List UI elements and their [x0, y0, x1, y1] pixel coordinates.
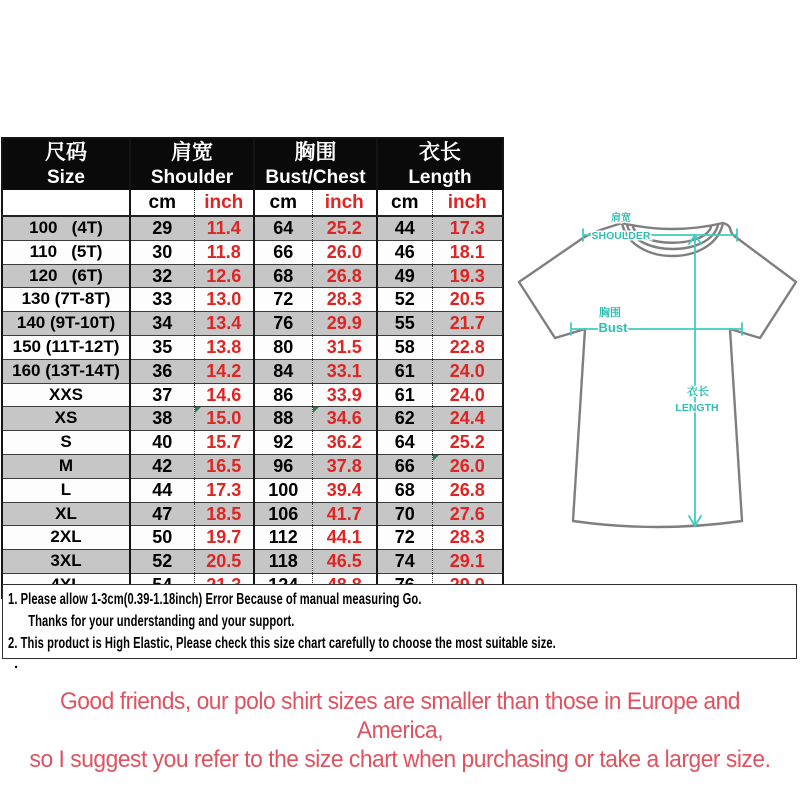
value-cm-cell: 72 — [377, 526, 432, 550]
value-inch-cell: 34.6 — [312, 407, 377, 431]
value-cm-cell: 36 — [130, 359, 194, 383]
value-cm-cell: 30 — [130, 240, 194, 264]
unit-inch-header: inch — [312, 190, 377, 216]
value-inch-cell: 20.5 — [194, 550, 254, 574]
value-cm-cell: 72 — [254, 288, 312, 312]
value-cm-cell: 112 — [254, 526, 312, 550]
value-cm-cell: 66 — [377, 454, 432, 478]
value-cm-cell: 44 — [130, 478, 194, 502]
value-cm-cell: 40 — [130, 431, 194, 455]
size-cell: S — [2, 431, 130, 455]
size-row — [2, 454, 503, 478]
value-cm-cell: 76 — [254, 312, 312, 336]
column-group-header — [2, 138, 130, 190]
value-inch-cell: 29.1 — [432, 550, 503, 574]
shoulder-label-zh: 肩宽 — [611, 213, 631, 224]
size-row — [2, 335, 503, 359]
size-row — [2, 407, 503, 431]
value-cm-cell: 50 — [130, 526, 194, 550]
value-inch-cell: 17.3 — [194, 478, 254, 502]
value-inch-cell: 13.4 — [194, 312, 254, 336]
header-en: Shoulder — [150, 167, 234, 188]
size-cell: XXS — [2, 383, 130, 407]
footer-warning-line-2: so I suggest you refer to the size chart when purchasing or take a larger size. — [29, 746, 771, 773]
value-inch-cell: 27.6 — [432, 502, 503, 526]
value-cm-cell: 106 — [254, 502, 312, 526]
shoulder-label-en: SHOULDER — [591, 230, 651, 242]
size-cell: 110 (5T) — [2, 240, 130, 264]
value-inch-cell: 15.7 — [194, 431, 254, 455]
header-en: Size — [46, 167, 86, 188]
value-cm-cell: 74 — [377, 550, 432, 574]
value-inch-cell: 26.0 — [312, 240, 377, 264]
value-inch-cell: 33.1 — [312, 359, 377, 383]
value-cm-cell: 84 — [254, 359, 312, 383]
value-inch-cell: 39.4 — [312, 478, 377, 502]
size-row — [2, 312, 503, 336]
size-cell: 130 (7T-8T) — [2, 288, 130, 312]
value-inch-cell: 19.7 — [194, 526, 254, 550]
value-inch-cell: 29.9 — [312, 312, 377, 336]
value-inch-cell: 26.0 — [432, 454, 503, 478]
value-inch-cell: 22.8 — [432, 335, 503, 359]
note-line-1: 1. Please allow 1-3cm(0.39-1.18inch) Error Because of manual measuring Go. — [8, 591, 422, 608]
value-cm-cell: 32 — [130, 264, 194, 288]
value-cm-cell: 29 — [130, 216, 194, 240]
length-label-en: LENGTH — [675, 402, 719, 414]
header-zh: 胸围 — [294, 141, 337, 164]
value-cm-cell: 62 — [377, 407, 432, 431]
size-row — [2, 431, 503, 455]
value-cm-cell: 37 — [130, 383, 194, 407]
length-measure-line — [689, 235, 701, 526]
size-cell: XL — [2, 502, 130, 526]
value-cm-cell: 42 — [130, 454, 194, 478]
value-cm-cell: 34 — [130, 312, 194, 336]
size-cell: 160 (13T-14T) — [2, 359, 130, 383]
value-inch-cell: 21.7 — [432, 312, 503, 336]
column-group-header — [254, 138, 377, 190]
value-inch-cell: 33.9 — [312, 383, 377, 407]
size-row — [2, 502, 503, 526]
size-row — [2, 526, 503, 550]
diagonal-cell — [2, 190, 130, 216]
size-cell: M — [2, 454, 130, 478]
size-row — [2, 240, 503, 264]
value-cm-cell: 70 — [377, 502, 432, 526]
column-group-header — [130, 138, 254, 190]
footer-warning-line-1: Good friends, our polo shirt sizes are smaller than those in Europe and America, — [59, 688, 741, 744]
value-cm-cell: 35 — [130, 335, 194, 359]
note-line-3: 2. This product is High Elastic, Please check this size chart carefully to choose the most suitable size. — [8, 635, 556, 652]
value-cm-cell: 55 — [377, 312, 432, 336]
bust-measure-line — [571, 323, 742, 335]
value-cm-cell: 38 — [130, 407, 194, 431]
value-cm-cell: 44 — [377, 216, 432, 240]
size-row — [2, 288, 503, 312]
size-cell: 2XL — [2, 526, 130, 550]
header-en: Bust/Chest — [265, 167, 366, 188]
value-inch-cell: 14.2 — [194, 359, 254, 383]
value-inch-cell: 26.8 — [312, 264, 377, 288]
tshirt-outline — [519, 223, 796, 527]
size-row — [2, 264, 503, 288]
size-row — [2, 216, 503, 240]
value-cm-cell: 49 — [377, 264, 432, 288]
note-line-2: Thanks for your understanding and your support. — [28, 613, 295, 630]
header-en: Length — [408, 167, 472, 188]
unit-inch-header: inch — [432, 190, 503, 216]
value-inch-cell: 24.0 — [432, 383, 503, 407]
unit-cm-header: cm — [130, 190, 194, 216]
unit-inch-header: inch — [194, 190, 254, 216]
size-row — [2, 383, 503, 407]
value-inch-cell: 15.0 — [194, 407, 254, 431]
size-cell: 150 (11T-12T) — [2, 335, 130, 359]
size-row — [2, 359, 503, 383]
value-inch-cell: 31.5 — [312, 335, 377, 359]
size-cell: 120 (6T) — [2, 264, 130, 288]
value-inch-cell: 44.1 — [312, 526, 377, 550]
tshirt-measurement-diagram — [505, 190, 800, 542]
size-table — [1, 137, 504, 599]
bust-label-en: Bust — [598, 320, 628, 335]
value-inch-cell: 28.3 — [312, 288, 377, 312]
value-inch-cell: 13.8 — [194, 335, 254, 359]
value-inch-cell: 19.3 — [432, 264, 503, 288]
value-inch-cell: 11.8 — [194, 240, 254, 264]
value-cm-cell: 47 — [130, 502, 194, 526]
value-cm-cell: 33 — [130, 288, 194, 312]
notes-box — [2, 584, 797, 659]
value-cm-cell: 96 — [254, 454, 312, 478]
size-cell: 3XL — [2, 550, 130, 574]
stray-dot: . — [14, 655, 19, 672]
value-inch-cell: 24.0 — [432, 359, 503, 383]
value-inch-cell: 17.3 — [432, 216, 503, 240]
column-group-header — [377, 138, 503, 190]
value-cm-cell: 100 — [254, 478, 312, 502]
value-inch-cell: 13.0 — [194, 288, 254, 312]
value-cm-cell: 61 — [377, 359, 432, 383]
value-inch-cell: 12.6 — [194, 264, 254, 288]
value-inch-cell: 36.2 — [312, 431, 377, 455]
value-inch-cell: 37.8 — [312, 454, 377, 478]
value-inch-cell: 11.4 — [194, 216, 254, 240]
value-inch-cell: 25.2 — [432, 431, 503, 455]
value-cm-cell: 61 — [377, 383, 432, 407]
value-inch-cell: 28.3 — [432, 526, 503, 550]
length-label-zh: 衣长 — [687, 386, 709, 398]
value-inch-cell: 25.2 — [312, 216, 377, 240]
value-inch-cell: 41.7 — [312, 502, 377, 526]
value-inch-cell: 18.1 — [432, 240, 503, 264]
size-cell: XS — [2, 407, 130, 431]
value-inch-cell: 26.8 — [432, 478, 503, 502]
value-cm-cell: 68 — [377, 478, 432, 502]
header-zh: 肩宽 — [171, 141, 213, 164]
header-zh: 尺码 — [45, 141, 87, 164]
header-zh: 衣长 — [419, 141, 461, 164]
value-cm-cell: 68 — [254, 264, 312, 288]
value-cm-cell: 86 — [254, 383, 312, 407]
footer-warning-text — [28, 687, 772, 774]
size-cell: 140 (9T-10T) — [2, 312, 130, 336]
value-cm-cell: 80 — [254, 335, 312, 359]
value-cm-cell: 52 — [130, 550, 194, 574]
value-inch-cell: 24.4 — [432, 407, 503, 431]
value-cm-cell: 66 — [254, 240, 312, 264]
value-cm-cell: 88 — [254, 407, 312, 431]
value-cm-cell: 64 — [254, 216, 312, 240]
value-inch-cell: 14.6 — [194, 383, 254, 407]
size-row — [2, 478, 503, 502]
bust-label-zh: 胸围 — [599, 307, 621, 319]
value-inch-cell: 16.5 — [194, 454, 254, 478]
value-inch-cell: 18.5 — [194, 502, 254, 526]
value-cm-cell: 58 — [377, 335, 432, 359]
value-inch-cell: 20.5 — [432, 288, 503, 312]
size-row — [2, 550, 503, 574]
value-cm-cell: 64 — [377, 431, 432, 455]
size-cell: L — [2, 478, 130, 502]
value-cm-cell: 52 — [377, 288, 432, 312]
unit-cm-header: cm — [254, 190, 312, 216]
value-cm-cell: 46 — [377, 240, 432, 264]
value-cm-cell: 118 — [254, 550, 312, 574]
unit-cm-header: cm — [377, 190, 432, 216]
value-inch-cell: 46.5 — [312, 550, 377, 574]
value-cm-cell: 92 — [254, 431, 312, 455]
size-cell: 100 (4T) — [2, 216, 130, 240]
